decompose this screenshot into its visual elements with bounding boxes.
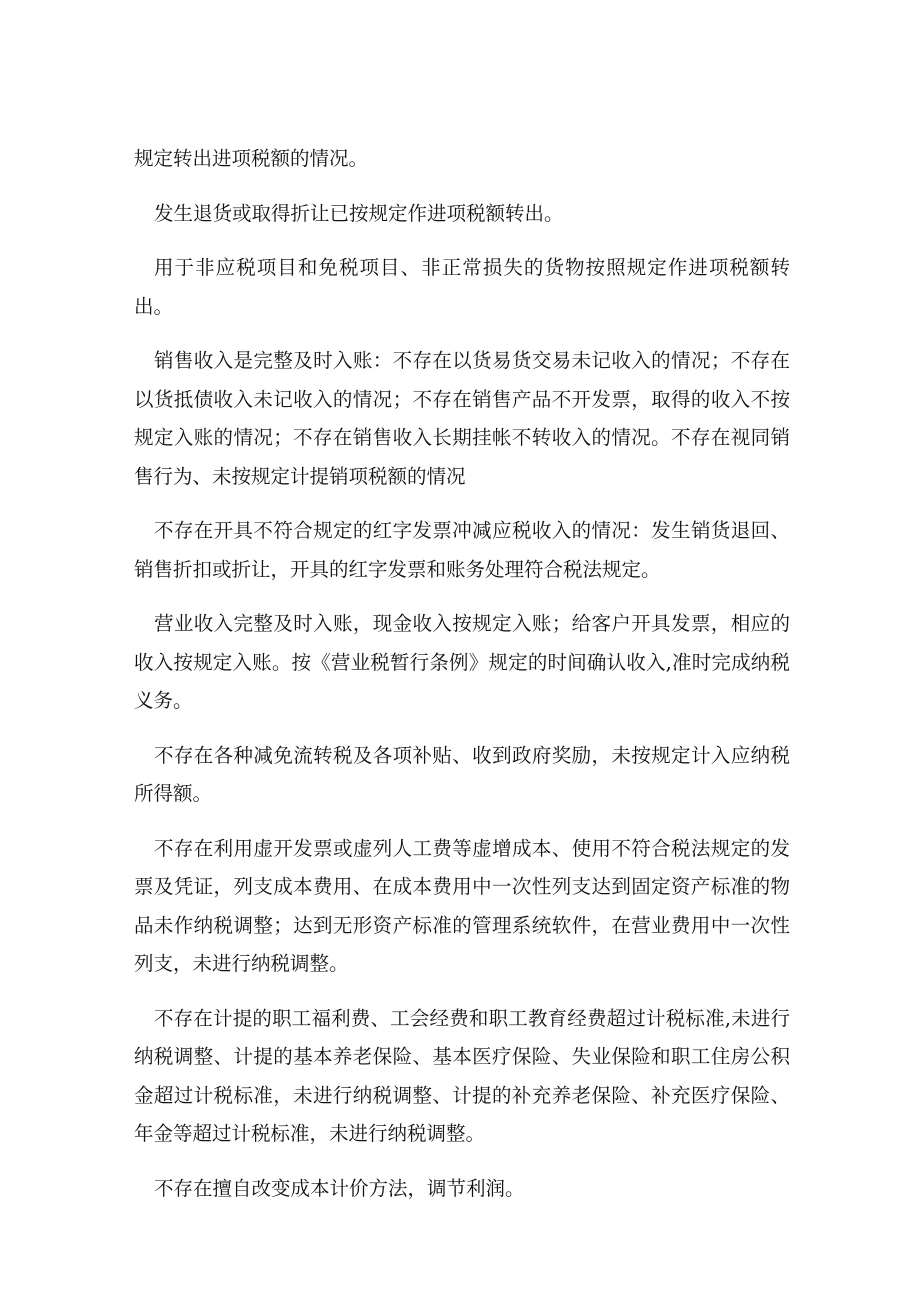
paragraph-3: 用于非应税项目和免税项目、非正常损失的货物按照规定作进项税额转出。 <box>134 256 790 318</box>
paragraph-8: 不存在利用虚开发票或虚列人工费等虚增成本、使用不符合税法规定的发票及凭证，列支成本费用、在成本费用中一次性列支达到固定资产标准的物品未作纳税调整；达到无形资产标准的管理系统软件，在营业费用中一次性列支，未进行纳税调整。 <box>134 836 790 975</box>
paragraph-7: 不存在各种减免流转税及各项补贴、收到政府奖励，未按规定计入应纳税所得额。 <box>134 743 790 805</box>
document-body <box>134 140 790 1224</box>
paragraph-9: 不存在计提的职工福利费、工会经费和职工教育经费超过计税标准,未进行纳税调整、计提的基本养老保险、基本医疗保险、失业保险和职工住房公积金超过计税标准，未进行纳税调整、计提的补充养老保险、补充医疗保险、年金等超过计税标准，未进行纳税调整。 <box>134 1006 790 1145</box>
paragraph-10: 不存在擅自改变成本计价方法，调节利润。 <box>154 1176 525 1200</box>
paragraph-1: 规定转出进项税额的情况。 <box>134 147 369 170</box>
paragraph-5: 不存在开具不符合规定的红字发票冲减应税收入的情况：发生销货退回、销售折扣或折让，开具的红字发票和账务处理符合税法规定。 <box>134 519 790 581</box>
paragraph-6: 营业收入完整及时入账，现金收入按规定入账；给客户开具发票，相应的收入按规定入账。按《营业税暂行条例》规定的时间确认收入,准时完成纳税义务。 <box>134 612 790 712</box>
paragraph-4: 销售收入是完整及时入账：不存在以货易货交易未记收入的情况；不存在以货抵债收入未记收入的情况；不存在销售产品不开发票，取得的收入不按规定入账的情况；不存在销售收入长期挂帐不转收入的情况。不存在视同销售行为、未按规定计提销项税额的情况 <box>134 349 790 488</box>
paragraph-2: 发生退货或取得折让已按规定作进项税额转出。 <box>154 201 564 225</box>
